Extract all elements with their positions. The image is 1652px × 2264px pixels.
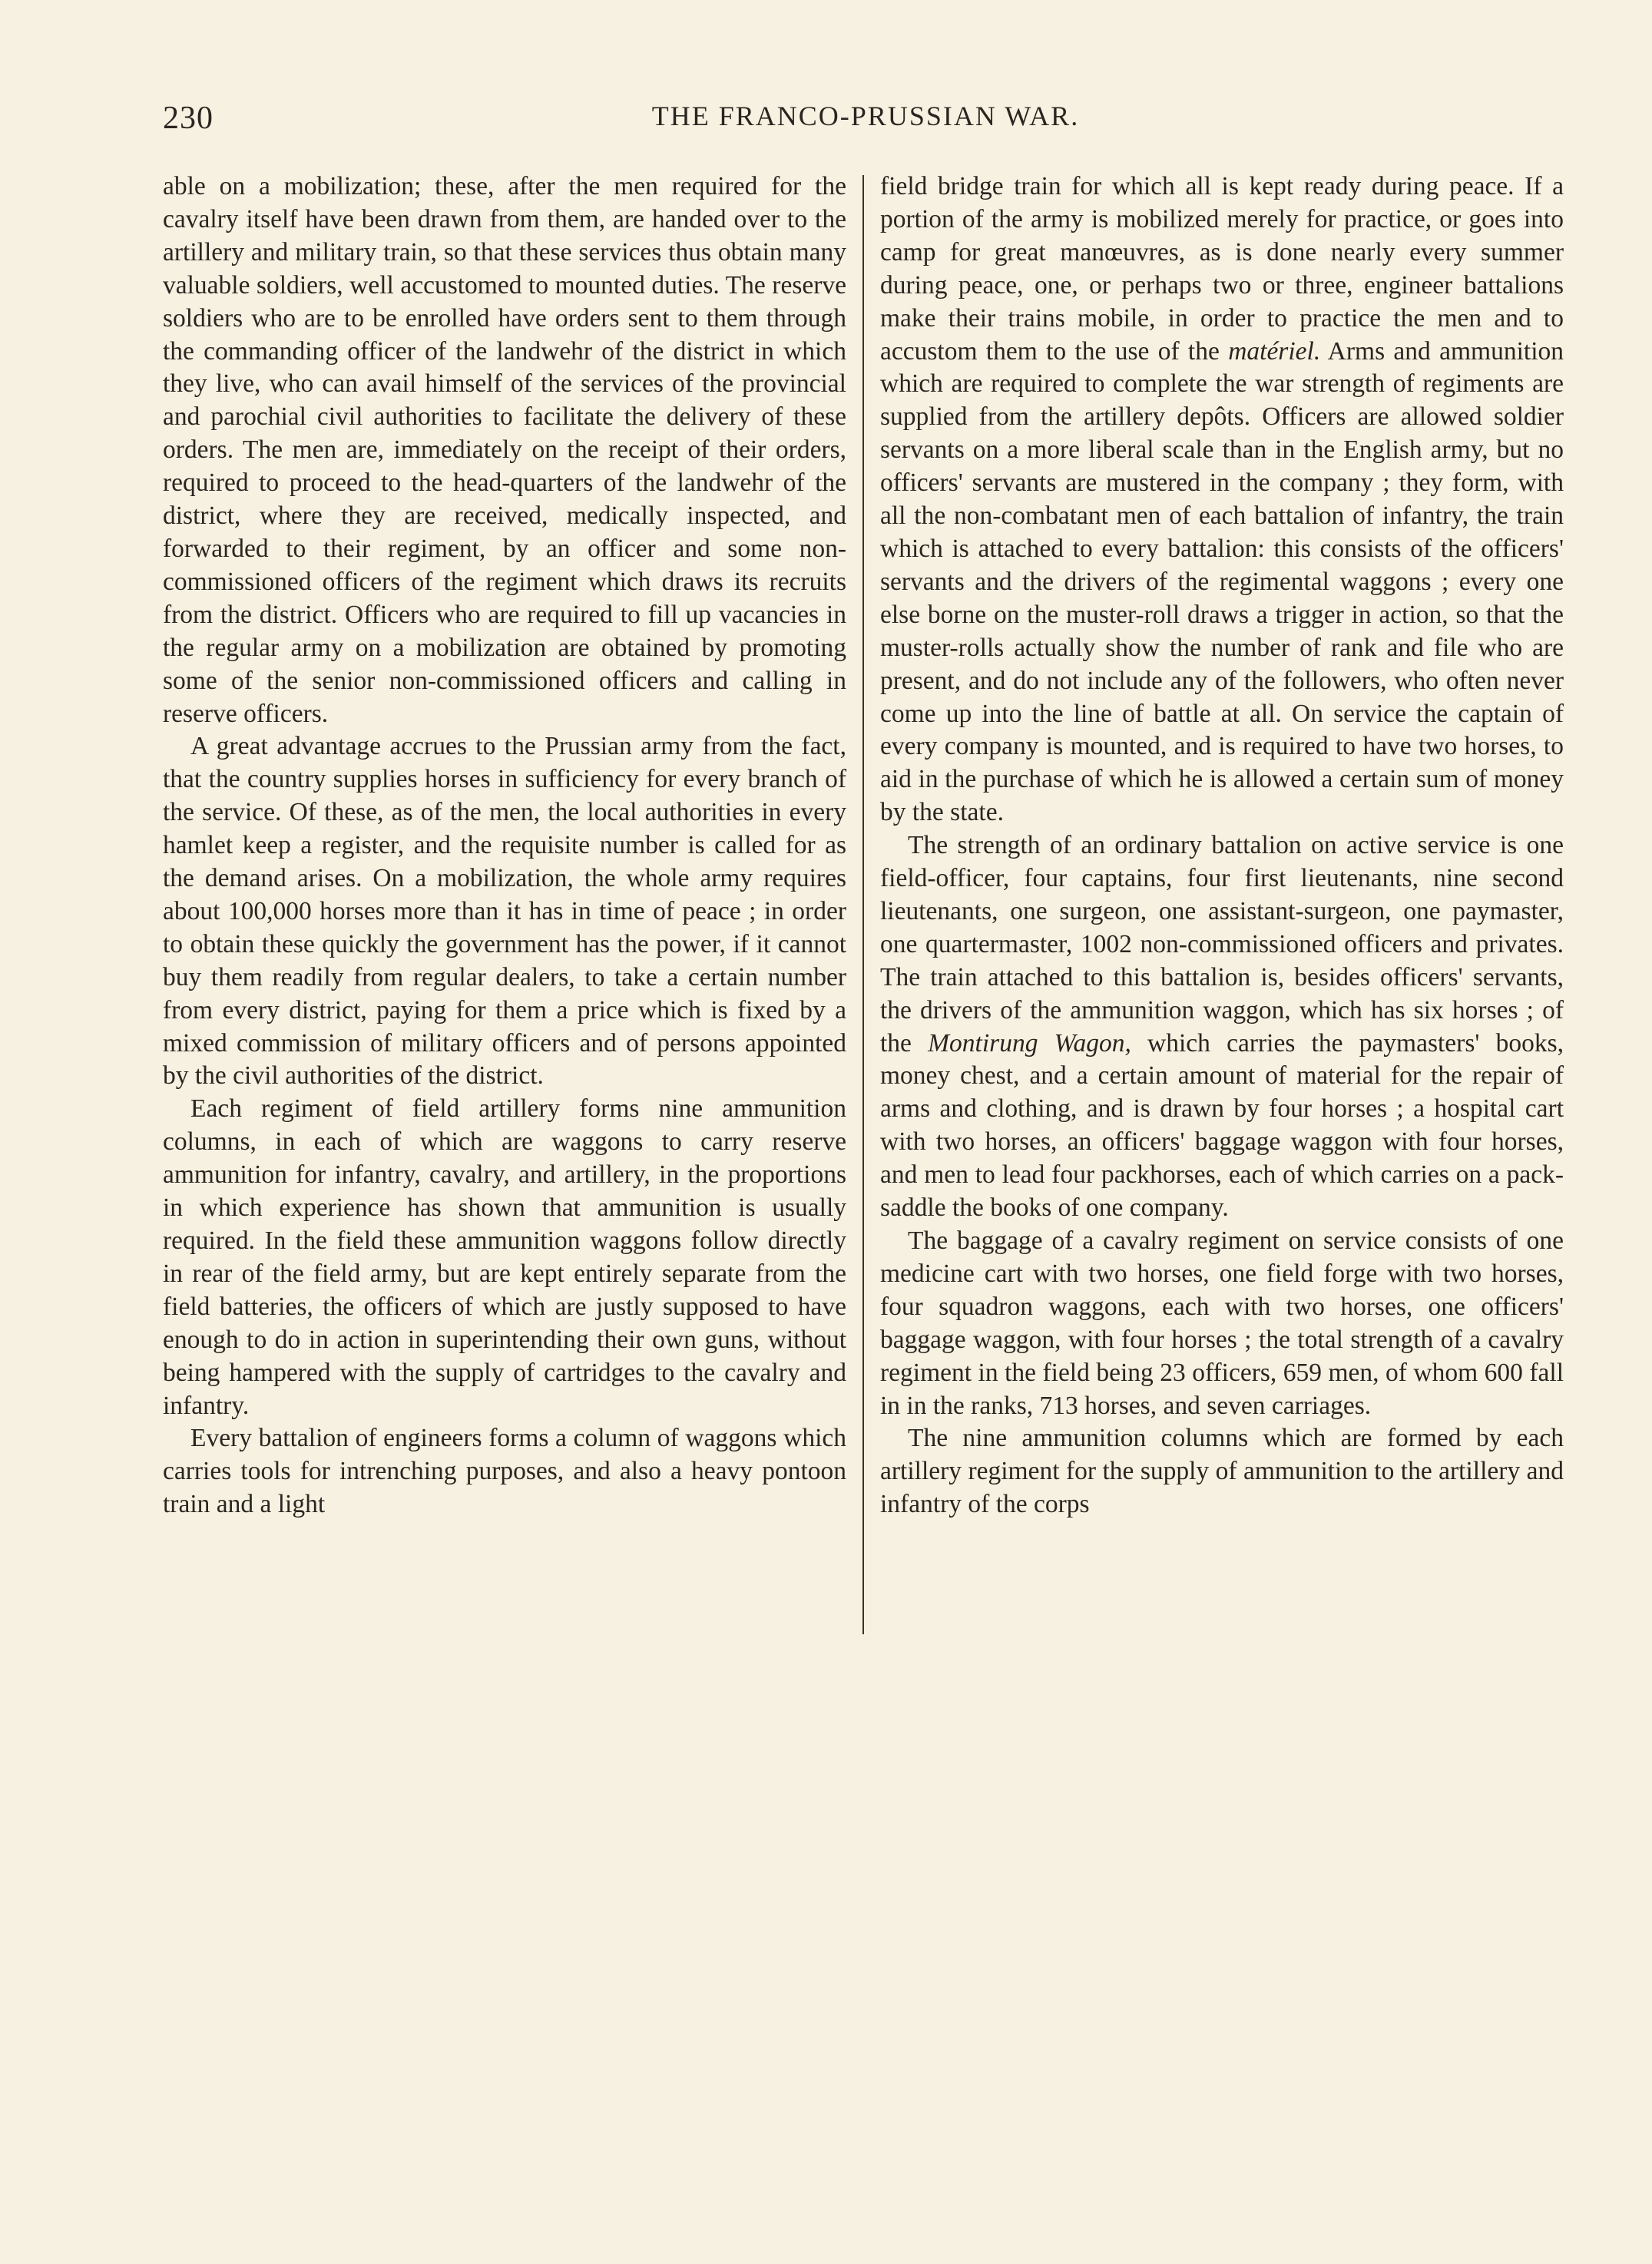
page-header bbox=[163, 100, 1568, 146]
paragraph: The baggage of a cavalry regiment on service consists of one medicine cart with two horses, one field forge with two horses, four squadron waggons, each with two horses, one officers' baggage waggon, with four horses ; the total strength of a cavalry regiment in the field being 23 officers, 659 men, of whom 600 fall in in the ranks, 713 horses, and seven carriages. bbox=[880, 1226, 1564, 1420]
page-number: 230 bbox=[163, 101, 214, 136]
paragraph: Each regiment of field artillery forms nine ammunition columns, in each of which are waggons to carry reserve ammunition for infantry, cavalry, and artillery, in the proportions in which experience has shown that ammunition is usually required. In the field these ammunition waggons follow directly in rear of the field army, but are kept entirely separate from the field batteries, the officers of which are justly supposed to have enough to do in action in superintending their own guns, without being hampered with the supply of cartridges to the cavalry and infantry. bbox=[163, 1094, 846, 1420]
column-divider bbox=[862, 175, 864, 1634]
running-head: THE FRANCO-PRUSSIAN WAR. bbox=[651, 101, 1080, 131]
paragraph: A great advantage accrues to the Prussian army from the fact, that the country supplies horses in sufficiency for every branch of the service. Of these, as of the men, the local authorities in every hamlet keep a register, and the requisite number is called for as the demand arises. On a mobilization, the whole army requires about 100,000 horses more than it has in time of peace ; in order to obtain these quickly the government has the power, if it cannot buy them readily from regular dealers, to take a certain number from every district, paying for them a price which is fixed by a mixed commission of military officers and of persons appointed by the civil authorities of the district. bbox=[163, 732, 846, 1091]
paragraph: Every battalion of engineers forms a column of waggons which carries tools for intrenching purposes, and also a heavy pontoon train and a light bbox=[163, 1424, 846, 1519]
paragraph: able on a mobilization; these, after the men required for the cavalry itself have been drawn from them, are handed over to the artillery and military train, so that these services thus obtain many valuable soldiers, well accustomed to mounted duties. The reserve soldiers who are to be enrolled have orders sent to them through the commanding officer of the landwehr of the district in which they live, who can avail himself of the services of the provincial and parochial civil authorities to facilitate the delivery of these orders. The men are, immediately on the receipt of their orders, required to proceed to the head-quarters of the landwehr of the district, where they are received, medically inspected, and forwarded to their regiment, by an officer and some non-commissioned officers of the regiment which draws its recruits from the district. Officers who are required to fill up vacancies in the regular army on a mobilization are obtained by promoting some of the senior non-commissioned officers and calling in reserve officers. bbox=[163, 172, 846, 728]
paragraph-text: field bridge train for which all is kept ready during peace. If a portion of the army is mobilized merely for practice, or goes into camp for great manœuvres, as is done nearly every summer during peace, one, or perhaps two or three, engineer battalions make their trains mobile, in order to practice the men and to accustom them to the use of the bbox=[880, 172, 1564, 366]
italic-term: matériel. bbox=[1228, 336, 1321, 366]
paragraph: The nine ammunition columns which are formed by each artillery regiment for the supply of ammunition to the artillery and infantry of the corps bbox=[880, 1424, 1564, 1519]
paragraph bbox=[880, 170, 1564, 829]
left-column bbox=[163, 170, 846, 1521]
paragraph-text: The strength of an ordinary battalion on active service is one field-officer, four captains, four first lieutenants, nine second lieutenants, one surgeon, one assistant-surgeon, one paymaster, one quartermaster, 1002 non-commissioned officers and privates. The train attached to this battalion is, besides officers' servants, the drivers of the ammunition waggon, which has six horses ; of the bbox=[880, 831, 1564, 1058]
paragraph-text: which carries the paymasters' books, money chest, and a certain amount of material for the repair of arms and clothing, and is drawn by four horses ; a hospital cart with two horses, an officers' baggage waggon with four horses, and men to lead four packhorses, each of which carries on a pack-saddle the books of one company. bbox=[880, 1028, 1564, 1223]
paragraph-text: Arms and ammunition which are required to complete the war strength of regiments are supplied from the artillery depôts. Officers are allowed soldier servants on a more liberal scale than in the English army, but no officers' servants are mustered in the company ; they form, with all the non-combatant men of each battalion of infantry, the train which is attached to every battalion: this consists of the officers' servants and the drivers of the regimental waggons ; every one else borne on the muster-roll draws a trigger in action, so that the muster-rolls actually show the number of rank and file who are present, and do not include any of the followers, who often never come up into the line of battle at all. On service the captain of every company is mounted, and is required to have two horses, to aid in the purchase of which he is allowed a certain sum of money by the state. bbox=[880, 336, 1564, 827]
paragraph bbox=[880, 829, 1564, 1225]
italic-term: Montirung Wagon, bbox=[928, 1028, 1131, 1058]
right-column bbox=[880, 170, 1564, 1521]
